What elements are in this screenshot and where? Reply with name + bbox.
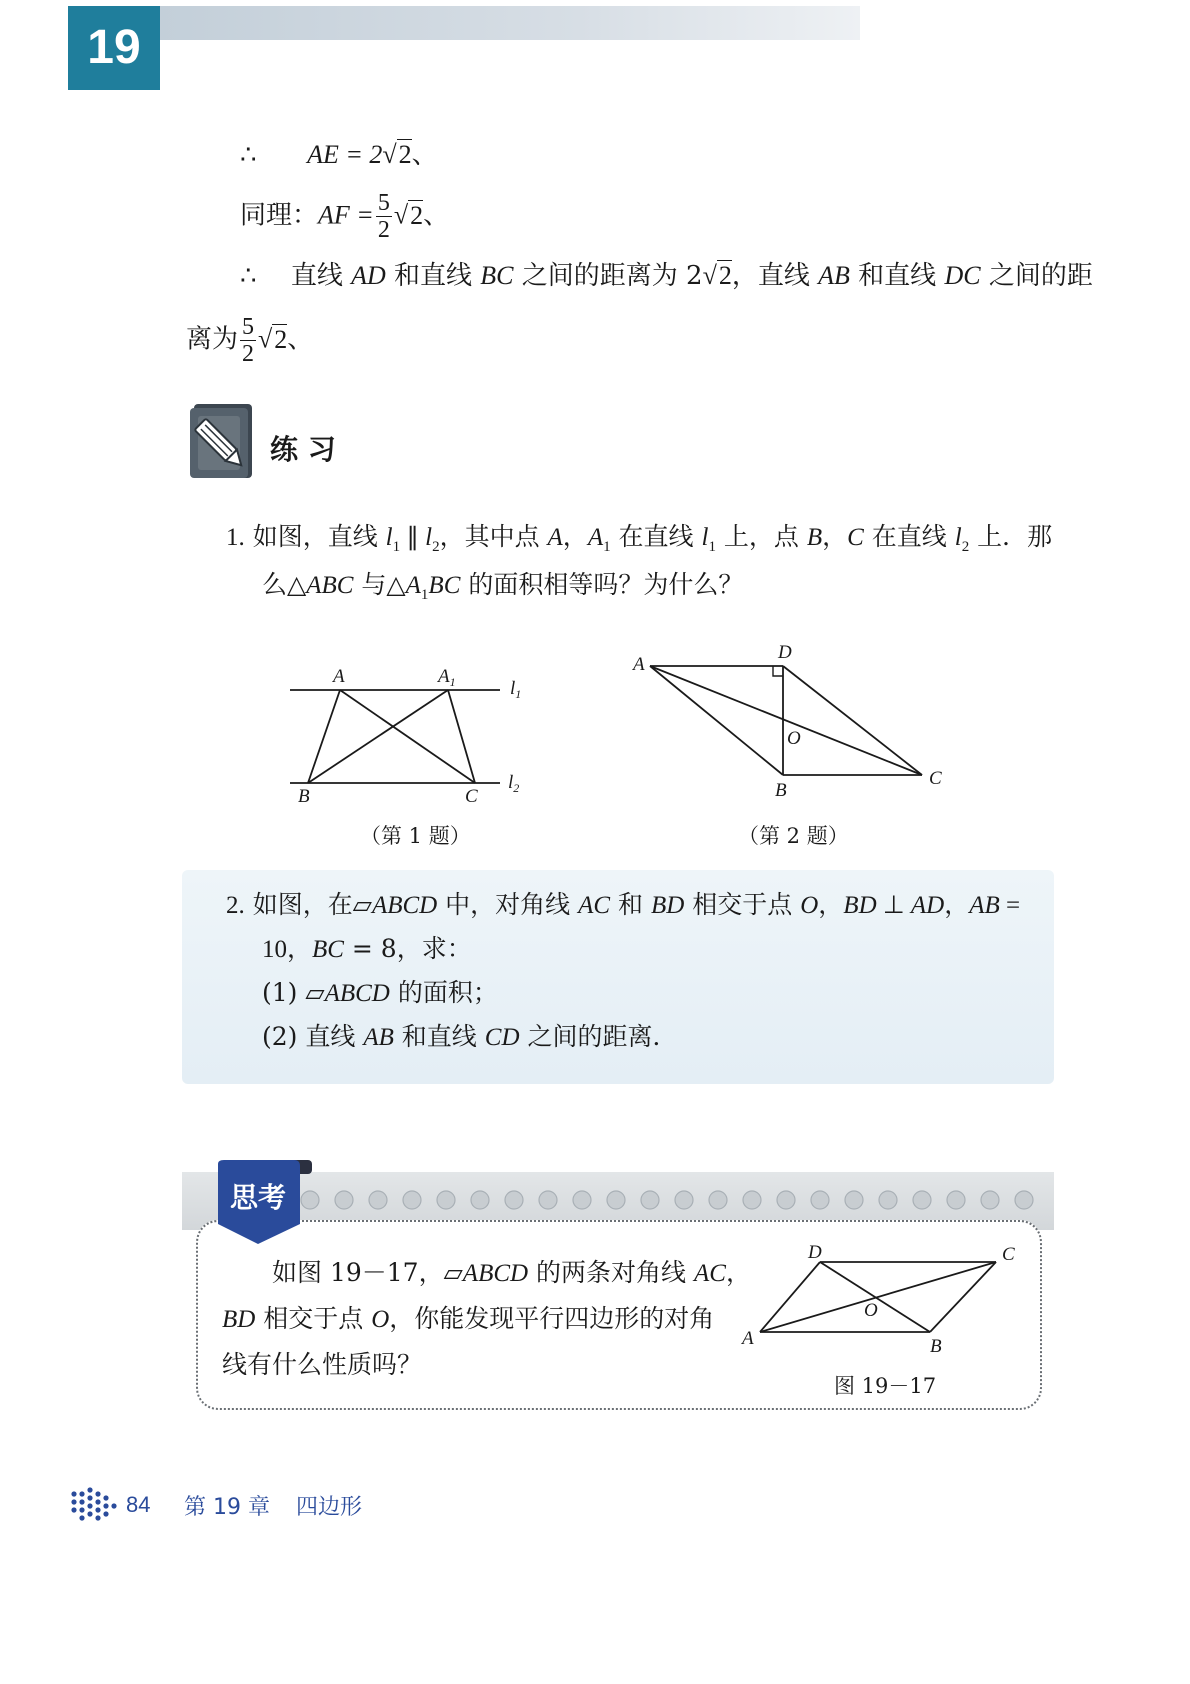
equals: = — [999, 892, 1021, 919]
punct: ， — [818, 890, 844, 919]
label-C: C — [1002, 1244, 1015, 1265]
text: 中，对角线 — [437, 890, 579, 919]
solution-line-3 — [240, 254, 1093, 298]
text: ，你能发现平行四边形的对角 — [389, 1304, 715, 1333]
figure-1 — [280, 650, 540, 820]
think-tab — [212, 1160, 294, 1240]
figure-2 — [625, 640, 955, 810]
right-angle-mark — [773, 666, 783, 676]
text: 么△ — [262, 570, 307, 599]
text: 10， — [262, 936, 313, 963]
label-A: A — [742, 1328, 754, 1349]
text: 之间的距 — [980, 261, 1093, 291]
segment-AB — [308, 690, 340, 783]
text: 线有什么性质吗？ — [222, 1350, 423, 1379]
figure-19-17 — [738, 1236, 1028, 1366]
figure-19-17-caption: 图 19－17 — [834, 1374, 937, 1398]
segment-DC — [783, 666, 922, 775]
var-O: O — [800, 892, 819, 919]
text: (2) 直线 — [262, 1022, 364, 1051]
var-BC: BC — [312, 936, 344, 963]
parallel-symbol: ∥ — [400, 524, 426, 551]
text: 如图，在▱ — [252, 890, 372, 919]
label-B: B — [298, 786, 310, 807]
punct: 、 — [287, 324, 314, 355]
var-ABCD: ABCD — [371, 892, 438, 919]
footer-chapter-label: 第 19 章 — [184, 1495, 270, 1520]
think-line-3 — [222, 1340, 422, 1390]
var-AC: AC — [693, 1260, 726, 1287]
label-l2: $l_2$ — [508, 772, 520, 795]
var-O: O — [371, 1306, 390, 1333]
q2-sub-2 — [262, 1012, 677, 1063]
footer-dots-icon — [70, 1486, 122, 1526]
sqrt-2: √2 — [702, 261, 732, 290]
text: 在直线 — [863, 522, 955, 551]
text: 上．那 — [969, 522, 1053, 551]
label-A: A — [333, 666, 345, 687]
text: ，直线 — [731, 261, 819, 291]
punct: ， — [725, 1258, 751, 1287]
text: 之间的距离为 2 — [513, 261, 703, 291]
var-B: B — [806, 524, 823, 551]
text: 在直线 — [610, 522, 702, 551]
var-l2: $l_2$ — [954, 524, 970, 555]
var-ABCD: ABCD — [324, 980, 390, 1007]
think-tab-label: 思考 — [229, 1181, 286, 1214]
var-A1BC: $A_1BC$ — [405, 572, 461, 603]
text: 和直线 — [385, 261, 481, 291]
segment-AC — [340, 690, 475, 783]
solution-line-4 — [186, 314, 313, 367]
label-A: A — [633, 654, 645, 675]
label-A1: $A_1$ — [438, 666, 456, 689]
segment-AC — [760, 1262, 996, 1332]
var-A1: $A_1$ — [587, 524, 611, 555]
segment-A1B — [308, 690, 448, 783]
chapter-badge-number: 19 — [87, 21, 141, 74]
text: 相交于点 — [255, 1304, 372, 1333]
var-BD: BD — [650, 892, 685, 919]
footer-chapter-title: 四边形 — [295, 1495, 362, 1520]
text: 与△ — [353, 570, 406, 599]
fraction-5-2: $\frac{5}{2}$ — [377, 190, 390, 243]
practice-title: 练 习 — [270, 433, 336, 466]
think-line-2 — [222, 1294, 714, 1345]
var-AB: AB — [818, 261, 850, 290]
var-DC: DC — [944, 261, 981, 290]
fraction-5-2: $\frac{5}{2}$ — [242, 314, 255, 367]
var-A: A — [547, 524, 563, 551]
var-l1: $l_1$ — [701, 524, 716, 555]
solution-line-2 — [240, 190, 449, 243]
footer-chapter — [184, 1490, 362, 1521]
var-AD: AD — [351, 261, 386, 290]
figure-2-caption: （第 2 题） — [738, 824, 849, 848]
text: (1) ▱ — [262, 978, 325, 1007]
var-AB: AB — [363, 1024, 394, 1051]
q1-line-2 — [262, 560, 743, 620]
q1-number: 1. — [226, 524, 245, 551]
ae-expression: AE = 2 — [307, 140, 383, 169]
line2-prefix: 同理： — [240, 200, 319, 231]
text: ，其中点 — [439, 522, 548, 551]
therefore-symbol: ∴ — [240, 261, 257, 291]
label-O: O — [787, 728, 801, 749]
text: 离为 — [186, 324, 239, 355]
text: 和 — [610, 890, 651, 919]
punct: ， — [944, 890, 970, 919]
label-C: C — [465, 786, 478, 807]
punct: ， — [822, 522, 848, 551]
text: 的两条对角线 — [528, 1258, 694, 1287]
think-line-1 — [272, 1248, 751, 1299]
text: 如图，直线 — [252, 522, 386, 551]
sqrt-2: √2 — [393, 200, 424, 230]
segment-BD — [820, 1262, 930, 1332]
label-C: C — [929, 768, 942, 789]
solution-line-1 — [240, 133, 438, 177]
label-D: D — [808, 1242, 822, 1263]
var-ABCD: ABCD — [462, 1260, 529, 1287]
think-dots — [296, 1184, 1052, 1216]
figure-1-caption: （第 1 题） — [360, 824, 471, 848]
var-CD: CD — [484, 1024, 520, 1051]
label-O: O — [864, 1300, 878, 1321]
text: 直线 — [290, 261, 352, 291]
text: 相交于点 — [684, 890, 801, 919]
punct: ， — [562, 522, 588, 551]
var-C: C — [847, 524, 864, 551]
segment-AC — [650, 666, 922, 775]
footer-page-number: 84 — [126, 1492, 151, 1517]
text: 的面积； — [389, 978, 498, 1007]
text: 如图 19－17，▱ — [272, 1258, 463, 1287]
sqrt-2: √2 — [382, 140, 412, 169]
var-BD: BD — [843, 892, 877, 919]
var-AB: AB — [969, 892, 1000, 919]
label-B: B — [775, 780, 787, 801]
var-AC: AC — [578, 892, 611, 919]
text: 和直线 — [393, 1022, 485, 1051]
var-BD: BD — [222, 1306, 256, 1333]
header-bar — [160, 6, 860, 40]
var-AD: AD — [910, 892, 945, 919]
punct: 、 — [411, 140, 438, 170]
punct: 、 — [423, 200, 450, 231]
label-B: B — [930, 1336, 942, 1357]
text: = 8，求： — [343, 934, 472, 963]
sqrt-2: √2 — [258, 324, 288, 354]
text: 上，点 — [715, 522, 807, 551]
segment-AD — [760, 1262, 820, 1332]
q2-number: 2. — [226, 892, 245, 919]
segment-A1C — [448, 690, 475, 783]
chapter-badge — [68, 6, 160, 90]
var-BC: BC — [480, 261, 514, 290]
var-l1: $l_1$ — [385, 524, 401, 555]
text: 之间的距离． — [519, 1022, 678, 1051]
var-ABC: ABC — [306, 572, 354, 599]
af-expression: AF = — [318, 200, 374, 230]
var-l2: $l_2$ — [425, 524, 440, 555]
label-l1: $l_1$ — [510, 678, 522, 701]
perp-symbol: ⊥ — [876, 892, 911, 919]
text: 的面积相等吗？为什么？ — [460, 570, 744, 599]
pencil-notebook-icon — [188, 402, 258, 482]
therefore-symbol: ∴ — [240, 140, 257, 170]
text: 和直线 — [849, 261, 945, 291]
segment-AB — [650, 666, 783, 775]
label-D: D — [778, 642, 792, 663]
